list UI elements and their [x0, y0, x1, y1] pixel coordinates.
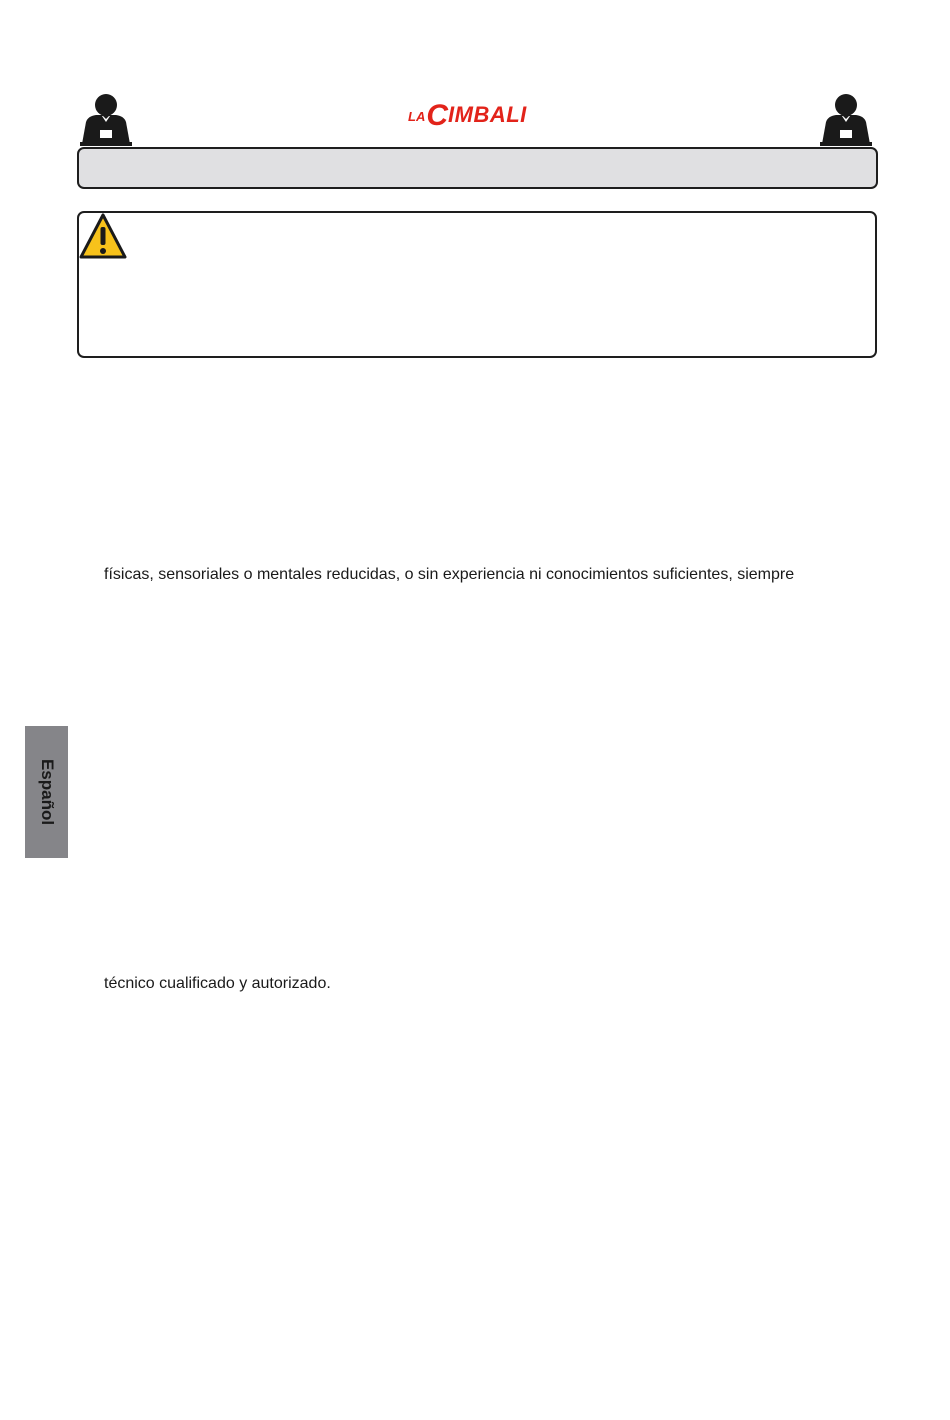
section-title-bar: [77, 147, 878, 189]
body-text-line: físicas, sensoriales o mentales reducidas, o sin experiencia ni conocimientos suficientes, siempre: [104, 566, 795, 583]
logo-rest: IMBALI: [448, 102, 527, 127]
brand-logo: [408, 98, 544, 132]
body-text-line: técnico cualificado y autorizado.: [104, 975, 331, 992]
logo-initial: C: [426, 99, 449, 132]
warning-box: [77, 211, 877, 358]
operator-icon-right: [818, 92, 874, 148]
logo-prefix: LA: [408, 109, 426, 124]
operator-icon-left: [78, 92, 134, 148]
warning-triangle-icon: [77, 211, 129, 259]
language-tab-label: Español: [37, 758, 57, 826]
language-tab: [25, 726, 68, 858]
